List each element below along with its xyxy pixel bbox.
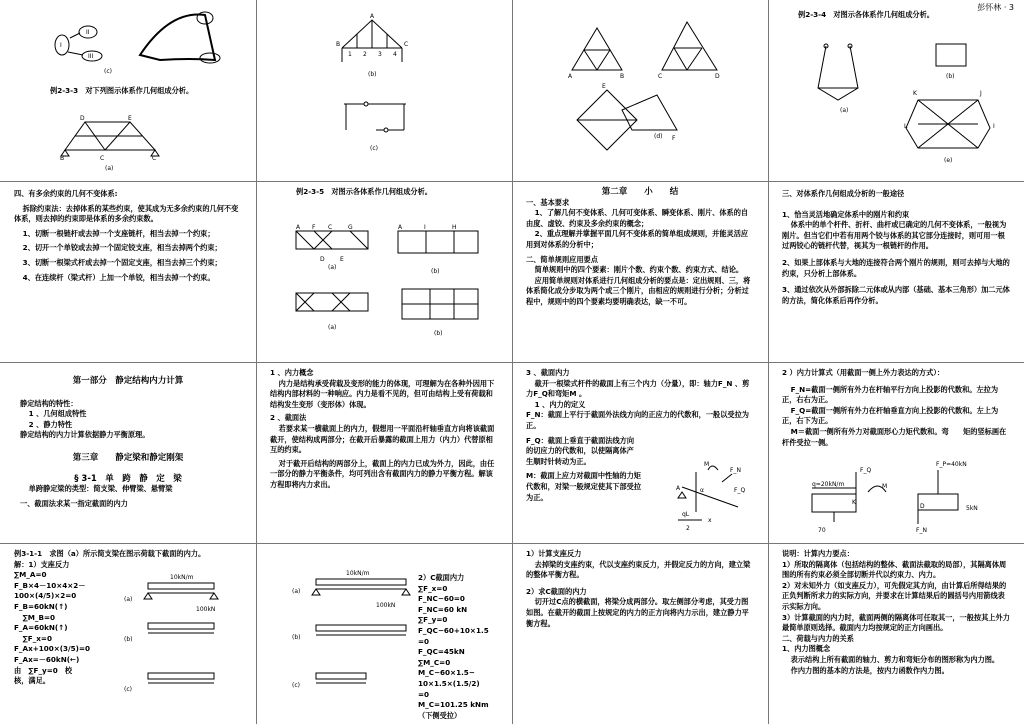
solution-line: （下侧受拉） <box>418 710 462 720</box>
svg-text:H: H <box>452 224 457 231</box>
paragraph: 单跨静定梁的类型：简支梁、伸臂梁、悬臂梁 <box>28 484 173 494</box>
svg-text:C: C <box>152 155 157 162</box>
section-heading: 二、简单规则应用要点 <box>526 254 598 264</box>
svg-text:70: 70 <box>818 527 826 534</box>
triangle-figures <box>512 0 768 181</box>
svg-text:5kN: 5kN <box>966 505 978 512</box>
slide-reaction-steps <box>512 543 768 724</box>
solution-line: F_Ax=－60kN(←) <box>14 654 80 664</box>
slide-analysis-approach <box>768 181 1024 362</box>
svg-text:1: 1 <box>348 51 352 58</box>
svg-text:(a): (a) <box>292 588 301 595</box>
slide-internal-force-concept <box>256 362 512 543</box>
solution-line: ∑F_x=0 <box>22 633 52 643</box>
section-heading: 3 、截面内力 <box>526 368 570 377</box>
section-heading: 1 、内力的定义 <box>534 399 586 409</box>
list-item: 1、切断一根链杆或去掉一个支座链杆，相当去掉一个约束； <box>22 228 215 238</box>
svg-text:A: A <box>370 13 375 20</box>
author-mark: 彭怀林 · 3 <box>977 3 1014 12</box>
paragraph: 内力是结构承受荷载及变形的能力的体现，可理解为在各种外因用下结构内部材料的一种响应。内力是看不见的，但可由结构上受有荷载和结构发生变形（变形体）体现。 <box>270 378 495 409</box>
slide-figures-b-c <box>256 0 512 181</box>
paragraph: 体系中的单个杆件、折杆、曲杆或已确定的几何不变体系，一般视为刚片。但当它们中若有用两个铰与体系的其它部分连接时，则可用一根过两铰心的链杆代替，视其为一根链杆的作用。 <box>782 220 1007 251</box>
svg-text:α: α <box>700 487 704 494</box>
svg-text:F: F <box>672 135 676 142</box>
svg-text:B: B <box>60 155 65 162</box>
section-heading: 说明：计算内力要点： <box>782 549 854 558</box>
svg-text:10kN/m: 10kN/m <box>346 570 370 577</box>
solution-line: F_NC=60 kN <box>418 604 468 614</box>
section-heading: 1、内力图概念 <box>782 644 831 654</box>
svg-text:(a): (a) <box>124 596 133 603</box>
solution-line: 由 ∑F_y=0 校 <box>14 665 73 675</box>
svg-text:C: C <box>328 224 333 231</box>
paragraph: 2）对未知外力（如支座反力），可先假定其方向，由计算后所得结果的正负判断所求力的实际方向，并要求在计算结果后的圆括号内用箭线表示实际方向。 <box>782 580 1007 611</box>
svg-text:A: A <box>398 224 403 231</box>
section-heading: 一、基本要求 <box>526 197 570 207</box>
solution-line: ∑F_x=0 <box>418 583 448 593</box>
paragraph: 1、恰当灵活地确定体系中的刚片和约束 <box>782 209 910 219</box>
paragraph: M＝截面一侧所有外力对截面形心力矩代数和。弯 矩的竖标画在杆件受拉一侧。 <box>782 426 1007 447</box>
section-heading: 静定结构的特性： <box>20 398 78 408</box>
paragraph: F_N：截面上平行于截面外法线方向的正应力的代数和，一般以受拉为正。 <box>526 410 749 430</box>
solution-line: 核，满足。 <box>14 676 50 686</box>
paragraph: 3）计算截面的内力时，截面两侧的隔离体可任取其一，一般按其上外力最简单原则选择。截面内力均按规定的正方向画出。 <box>782 612 1010 633</box>
svg-text:4: 4 <box>393 51 397 58</box>
svg-text:F: F <box>312 224 316 231</box>
svg-text:(c): (c) <box>104 68 112 75</box>
example-title: 例2-3-4 对图示各体系作几何组成分析。 <box>798 10 934 19</box>
section-title: 三、对体系作几何组成分析的一般途径 <box>782 189 905 198</box>
svg-text:I: I <box>993 123 995 130</box>
paragraph: 简单规则中的四个要素：刚片个数、约束个数、约束方式、结论。 <box>534 265 744 275</box>
paragraph: 切开过C点的横截面，将梁分成两部分。取左侧部分考虑，其受力图如图。在截开的截面上按规定的内力的正方向将内力示出，建立静力平衡方程。 <box>526 597 749 628</box>
paragraph: 2、如果上部体系与大地的连接符合两个刚片的规则，则可去掉与大地的约束，只分析上部体系。 <box>782 257 1010 278</box>
svg-text:(c): (c) <box>292 682 300 689</box>
paragraph: F_Q=截面一侧所有外力在杆轴垂直方向上投影的代数和。左上为正，右下为正。 <box>782 405 999 426</box>
section-title: 四、有多余约束的几何不变体系: <box>14 189 118 198</box>
solution-line: F_B=60kN(↑) <box>14 601 68 611</box>
section-heading: 1）计算支座反力 <box>526 549 582 558</box>
section-heading: 2）求C截面的内力 <box>526 586 587 596</box>
svg-text:C: C <box>658 73 663 80</box>
svg-text:100kN: 100kN <box>196 606 216 613</box>
paragraph: 截开一根梁式杆件的截面上有三个内力（分量），即：轴力F_N 、剪力F_Q和弯矩M 。 <box>526 378 750 399</box>
solution-line: ∑M_C=0 <box>418 657 451 667</box>
slide-calculation-notes <box>768 543 1024 724</box>
svg-text:3: 3 <box>378 51 382 58</box>
solution-line: F_QC−60+10×1.5 <box>418 625 489 635</box>
paragraph: 拆除约束法：去掉体系的某些约束，使其成为无多余约束的几何不变体系，则去掉的约束即是体系的多余约束数。 <box>14 203 239 224</box>
svg-text:D: D <box>320 256 325 263</box>
solution-line: 10×1.5×(1.5/2) <box>418 678 480 688</box>
solution-line: F_A=60kN(↑) <box>14 623 68 633</box>
solution-line: F_Ax+100×(3/5)=0 <box>14 644 90 654</box>
summary-title: 第二章 小 结 <box>601 187 679 197</box>
svg-text:(e): (e) <box>944 157 953 164</box>
beam-section-figure <box>768 362 1024 543</box>
solution-line: 解：1）支座反力 <box>14 559 70 569</box>
svg-text:M: M <box>882 483 888 490</box>
slide-section-forces <box>512 362 768 543</box>
paragraph: 若要求某一横截面上的内力，假想用一平面沿杆轴垂直方向将该截面截开，使结构成两部分；在截开后暴露的截面上用力（内力）代替原相互的约束。 <box>270 423 495 455</box>
slide-chapter-summary <box>512 181 768 362</box>
svg-text:(b): (b) <box>124 636 133 643</box>
paragraph: F_Q：截面上垂直于截面法线方向的切应力的代数和，以使隔离体产生顺时针转动为正。 <box>526 435 635 466</box>
svg-text:III: III <box>88 53 94 60</box>
slide-force-formulas <box>768 362 1024 543</box>
slide-example-2-3-4 <box>768 0 1024 181</box>
svg-text:II: II <box>86 29 90 36</box>
solution-line: ∑F_y=0 <box>418 615 448 625</box>
slide-section-c-forces <box>256 543 512 724</box>
solution-line: F_NC−60=0 <box>418 594 465 604</box>
list-item: 4、在连续杆（梁式杆）上加一个单铰，相当去掉一个约束。 <box>22 272 215 282</box>
slide-figure-d <box>512 0 768 181</box>
svg-text:(b): (b) <box>431 268 440 275</box>
solution-line: 2）C截面内力 <box>418 573 465 582</box>
paragraph: 应用简单规则对体系进行几何组成分析的要点是：定出规则、三，将体系简化成分步取为两个或三个刚片，由相应的规则进行分析；分析过程中，规则中的四个要素均要明确表达，缺一不可。 <box>526 275 751 306</box>
paragraph: 1）所取的隔离体（包括结构的整体、截面法截取的局部），其隔离体周围的所有约束必须全部切断并代以约束力、内力。 <box>782 559 1007 580</box>
paragraph: 2、重点理解并掌握平面几何不变体系的简单组成规则，并能灵活应用到对体系的分析中； <box>526 229 749 249</box>
svg-text:2: 2 <box>686 525 690 532</box>
svg-text:(d): (d) <box>654 133 663 140</box>
chapter-title: 第三章 静定梁和静定刚架 <box>72 452 184 463</box>
paragraph: F_N=截面一侧所有外力在杆轴平行方向上投影的代数和。左拉为正，右右为正。 <box>782 384 999 405</box>
svg-text:(b): (b) <box>434 330 443 337</box>
svg-text:E: E <box>602 83 606 90</box>
svg-text:E: E <box>340 256 344 263</box>
solution-line: =0 <box>418 636 430 646</box>
paragraph: 3、通过依次从外部拆除二元体或从内部（基础、基本三角形）加二元体的方法，简化体系后再作分析。 <box>782 285 1010 305</box>
solution-line: F_B×4－10×4×2－100×(4/5)×2=0 <box>14 580 86 601</box>
slide-example-2-3-3 <box>0 0 256 181</box>
svg-text:F_Q: F_Q <box>734 487 746 494</box>
paragraph: 作内力图的基本的方法是，按内力函数作内力图。 <box>790 665 949 675</box>
svg-text:10kN/m: 10kN/m <box>170 574 194 581</box>
svg-text:(a): (a) <box>328 264 337 271</box>
section-force-figure <box>512 362 768 543</box>
solution-line: ∑M_B=0 <box>22 612 56 622</box>
section-heading: 2 ）内力计算式（用截面一侧上外力表达的方式）： <box>782 368 945 377</box>
svg-text:(b): (b) <box>368 71 377 78</box>
section-heading: 2 、截面法 <box>270 413 307 423</box>
slide-example-2-3-5 <box>256 181 512 362</box>
svg-text:D: D <box>80 115 85 122</box>
list-item: 1 、几何组成特性 <box>28 409 87 419</box>
solution-line: M_C=101.25 kNm <box>418 700 489 710</box>
svg-text:100kN: 100kN <box>376 602 396 609</box>
svg-text:F_N: F_N <box>916 527 927 534</box>
example-title: 例3-1-1 求图（a）所示简支梁在图示荷载下截面的内力。 <box>14 549 206 558</box>
frame-figures <box>768 0 1024 181</box>
svg-text:(b): (b) <box>292 634 301 641</box>
list-item: 3、切断一根梁式杆或去掉一个固定支座，相当去掉三个约束； <box>22 257 222 267</box>
svg-text:F_Q: F_Q <box>860 467 872 474</box>
paragraph: 1、了解几何不变体系、几何可变体系、瞬变体系、刚片、体系的自由度、虚铰、约束及多余约束的概念； <box>526 208 749 228</box>
svg-text:K: K <box>852 499 856 506</box>
svg-text:q=20kN/m: q=20kN/m <box>812 481 845 488</box>
svg-text:M: M <box>704 461 710 468</box>
example-title: 例2-3-5 对图示各体系作几何组成分析。 <box>296 187 432 196</box>
svg-text:D: D <box>920 503 925 510</box>
svg-text:I: I <box>424 224 426 231</box>
solution-line: F_QC=45kN <box>418 647 465 657</box>
svg-text:D: D <box>715 73 720 80</box>
svg-text:A: A <box>568 73 573 80</box>
paragraph: 一、截面法求某一指定截面的内力 <box>20 498 128 508</box>
list-item: 2 、静力特性 <box>28 419 73 429</box>
section-heading: 1 、内力概念 <box>270 368 314 377</box>
paragraph: 对于截开后结构的两部分上，截面上的内力已成为外力，因此，由任一部分的静力平衡条件，均可列出含有截面内力的静力平衡方程。解该方程即将内力求出。 <box>270 458 495 489</box>
solution-line: M_C−60×1.5− <box>418 668 475 678</box>
svg-text:(a): (a) <box>105 165 114 172</box>
svg-text:K: K <box>913 90 917 97</box>
svg-text:x: x <box>708 517 712 524</box>
slide-part-one <box>0 362 256 543</box>
svg-text:L: L <box>904 123 908 130</box>
svg-text:F_P=40kN: F_P=40kN <box>936 461 967 468</box>
svg-text:J: J <box>980 90 982 97</box>
slide-redundant-constraints <box>0 181 256 362</box>
section-heading: 二、荷载与内力的关系 <box>782 633 854 643</box>
svg-text:(c): (c) <box>370 145 378 152</box>
svg-text:F_N: F_N <box>730 467 741 474</box>
svg-text:qL: qL <box>682 511 690 518</box>
svg-text:I: I <box>60 42 62 49</box>
svg-text:C: C <box>404 41 409 48</box>
frame-figure <box>256 0 512 181</box>
beam-figures <box>0 543 256 724</box>
svg-text:(a): (a) <box>328 324 337 331</box>
svg-text:B: B <box>336 41 341 48</box>
paragraph: 表示结构上所有截面的轴力、剪力和弯矩分布的图形称为内力图。 <box>790 654 1000 664</box>
paragraph: M：截面上应力对截面中性轴的力矩代数和，对梁一般规定使其下部受拉为正。 <box>526 471 642 502</box>
truss-figures <box>256 181 512 362</box>
svg-text:A: A <box>296 224 301 231</box>
svg-text:(c): (c) <box>124 686 132 693</box>
part-title: 第一部分 静定结构内力计算 <box>72 376 184 386</box>
svg-text:B: B <box>620 73 625 80</box>
example-title: 例2-3-3 对下列图示体系作几何组成分析。 <box>50 86 194 95</box>
paragraph: 静定结构的内力计算依据静力平衡原理。 <box>20 430 150 440</box>
svg-text:(b): (b) <box>946 73 955 80</box>
svg-text:E: E <box>128 115 132 122</box>
svg-text:G: G <box>348 224 353 231</box>
solution-line: =0 <box>418 689 430 699</box>
slide-example-3-1-1 <box>0 543 256 724</box>
paragraph: 去掉梁的支座约束，代以支座约束反力，并假定反力的方向，建立梁的整体平衡方程。 <box>526 559 751 580</box>
svg-text:C: C <box>100 155 105 162</box>
list-item: 2、切开一个单铰或去掉一个固定铰支座，相当去掉两个约束； <box>22 243 222 253</box>
solution-line: ∑M_A=0 <box>14 570 47 580</box>
svg-text:A: A <box>676 485 681 492</box>
section-title: § 3-1 单 跨 静 定 梁 <box>74 473 182 484</box>
svg-text:2: 2 <box>363 51 367 58</box>
svg-text:(a): (a) <box>840 107 849 114</box>
